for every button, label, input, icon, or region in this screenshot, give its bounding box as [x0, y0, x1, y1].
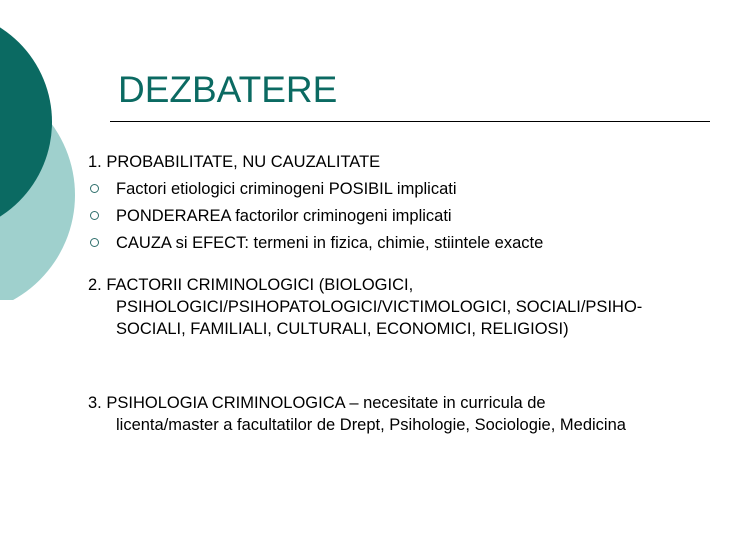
item-2-line: SOCIALI, FAMILIALI, CULTURALI, ECONOMICI, RELIGIOSI) [116, 320, 569, 338]
bullet-item [88, 232, 728, 254]
bullet-item [88, 205, 728, 227]
item-2-line: PSIHOLOGICI/PSIHOPATOLOGICI/VICTIMOLOGICI, SOCIALI/PSIHO- [116, 298, 643, 316]
bullet-text: CAUZA si EFECT: termeni in fizica, chimie, stiintele exacte [116, 234, 544, 252]
hollow-circle-icon [90, 184, 99, 193]
title-underline [110, 121, 710, 122]
bullet-text: Factori etiologici criminogeni POSIBIL implicati [116, 180, 457, 198]
hollow-circle-icon [90, 238, 99, 247]
slide-title: DEZBATERE [118, 69, 338, 110]
item-3-paragraph [88, 392, 728, 436]
hollow-circle-icon [90, 211, 99, 220]
bullet-item [88, 178, 728, 200]
item-1-heading: 1. PROBABILITATE, NU CAUZALITATE [88, 153, 381, 171]
item-2-line: 2. FACTORII CRIMINOLOGICI (BIOLOGICI, [88, 276, 414, 294]
item-2-paragraph [88, 274, 728, 340]
slide-body [88, 151, 728, 436]
item-3-line: 3. PSIHOLOGIA CRIMINOLOGICA – necesitate in curricula de [88, 394, 546, 412]
item-1-bullet-list [88, 178, 728, 254]
bullet-text: PONDERAREA factorilor criminogeni implicati [116, 207, 452, 225]
item-3-line: licenta/master a facultatilor de Drept, Psihologie, Sociologie, Medicina [116, 416, 626, 434]
